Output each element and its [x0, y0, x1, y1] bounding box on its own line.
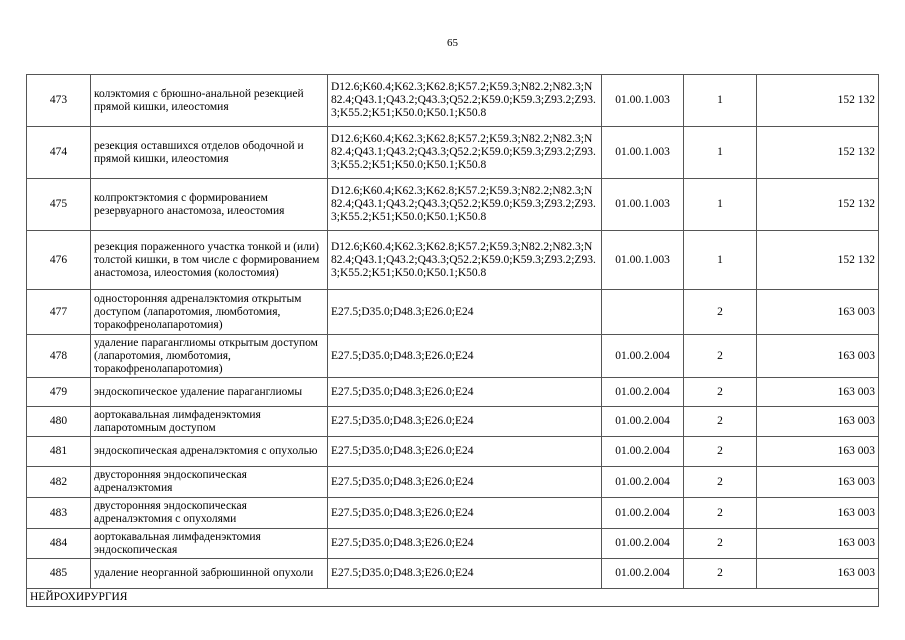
model-code: 01.00.1.003 — [602, 127, 684, 179]
procedure-name: колпроктэктомия с формированием резервуарного анастомоза, илеостомия — [91, 179, 328, 231]
table-row — [27, 290, 879, 335]
procedure-name: удаление параганглиомы открытым доступом (лапаротомия, люмботомия, торакофренолапаротомия) — [91, 335, 328, 378]
procedure-name: эндоскопическая адреналэктомия с опухолью — [91, 437, 328, 467]
table-row — [27, 378, 879, 407]
diagnosis-codes: E27.5;D35.0;D48.3;E26.0;E24 — [328, 529, 602, 559]
procedure-name: эндоскопическое удаление параганглиомы — [91, 378, 328, 407]
cost-value: 163 003 — [757, 529, 879, 559]
table-row — [27, 179, 879, 231]
section-row — [27, 589, 879, 607]
row-number: 477 — [27, 290, 91, 335]
table-row — [27, 231, 879, 290]
row-number: 481 — [27, 437, 91, 467]
diagnosis-codes: D12.6;K60.4;K62.3;K62.8;K57.2;K59.3;N82.2;N82.3;N82.4;Q43.1;Q43.2;Q43.3;Q52.2;K59.0;K59.3;Z93.2;Z93.3;K55.2;K51;K50.0;K50.1;K50.8 — [328, 179, 602, 231]
table-row — [27, 559, 879, 589]
procedure-name: двусторонняя эндоскопическая адреналэктомия с опухолями — [91, 498, 328, 529]
cost-value: 163 003 — [757, 437, 879, 467]
table-row — [27, 529, 879, 559]
table-row — [27, 335, 879, 378]
procedure-name: резекция оставшихся отделов ободочной и прямой кишки, илеостомия — [91, 127, 328, 179]
diagnosis-codes: E27.5;D35.0;D48.3;E26.0;E24 — [328, 467, 602, 498]
section-title: НЕЙРОХИРУРГИЯ — [27, 589, 879, 607]
group-number: 2 — [684, 467, 757, 498]
cost-value: 152 132 — [757, 127, 879, 179]
procedure-name: односторонняя адреналэктомия открытым доступом (лапаротомия, люмботомия, торакофренолапаротомия) — [91, 290, 328, 335]
model-code — [602, 290, 684, 335]
row-number: 485 — [27, 559, 91, 589]
diagnosis-codes: D12.6;K60.4;K62.3;K62.8;K57.2;K59.3;N82.2;N82.3;N82.4;Q43.1;Q43.2;Q43.3;Q52.2;K59.0;K59.3;Z93.2;Z93.3;K55.2;K51;K50.0;K50.1;K50.8 — [328, 127, 602, 179]
page-number: 65 — [447, 37, 458, 49]
model-code: 01.00.2.004 — [602, 467, 684, 498]
model-code: 01.00.1.003 — [602, 179, 684, 231]
row-number: 479 — [27, 378, 91, 407]
row-number: 475 — [27, 179, 91, 231]
cost-value: 163 003 — [757, 559, 879, 589]
group-number: 1 — [684, 75, 757, 127]
row-number: 473 — [27, 75, 91, 127]
group-number: 1 — [684, 127, 757, 179]
diagnosis-codes: D12.6;K60.4;K62.3;K62.8;K57.2;K59.3;N82.2;N82.3;N82.4;Q43.1;Q43.2;Q43.3;Q52.2;K59.0;K59.3;Z93.2;Z93.3;K55.2;K51;K50.0;K50.1;K50.8 — [328, 75, 602, 127]
row-number: 482 — [27, 467, 91, 498]
row-number: 474 — [27, 127, 91, 179]
group-number: 2 — [684, 437, 757, 467]
diagnosis-codes: E27.5;D35.0;D48.3;E26.0;E24 — [328, 437, 602, 467]
cost-value: 163 003 — [757, 335, 879, 378]
table-row — [27, 437, 879, 467]
group-number: 2 — [684, 559, 757, 589]
procedure-name: двусторонняя эндоскопическая адреналэктомия — [91, 467, 328, 498]
cost-value: 152 132 — [757, 179, 879, 231]
group-number: 2 — [684, 335, 757, 378]
procedure-name: аортокавальная лимфаденэктомия эндоскопическая — [91, 529, 328, 559]
model-code: 01.00.2.004 — [602, 407, 684, 437]
row-number: 480 — [27, 407, 91, 437]
table-row — [27, 498, 879, 529]
group-number: 2 — [684, 407, 757, 437]
table-row — [27, 467, 879, 498]
group-number: 2 — [684, 290, 757, 335]
procedures-table — [26, 74, 879, 607]
diagnosis-codes: D12.6;K60.4;K62.3;K62.8;K57.2;K59.3;N82.2;N82.3;N82.4;Q43.1;Q43.2;Q43.3;Q52.2;K59.0;K59.3;Z93.2;Z93.3;K55.2;K51;K50.0;K50.1;K50.8 — [328, 231, 602, 290]
row-number: 478 — [27, 335, 91, 378]
diagnosis-codes: E27.5;D35.0;D48.3;E26.0;E24 — [328, 290, 602, 335]
cost-value: 163 003 — [757, 467, 879, 498]
cost-value: 163 003 — [757, 378, 879, 407]
diagnosis-codes: E27.5;D35.0;D48.3;E26.0;E24 — [328, 378, 602, 407]
cost-value: 163 003 — [757, 498, 879, 529]
procedure-name: резекция пораженного участка тонкой и (или) толстой кишки, в том числе с формированием анастомоза, илеостомия (колостомия) — [91, 231, 328, 290]
row-number: 484 — [27, 529, 91, 559]
cost-value: 163 003 — [757, 407, 879, 437]
model-code: 01.00.2.004 — [602, 498, 684, 529]
group-number: 1 — [684, 179, 757, 231]
group-number: 1 — [684, 231, 757, 290]
procedure-name: удаление неорганной забрюшинной опухоли — [91, 559, 328, 589]
row-number: 483 — [27, 498, 91, 529]
group-number: 2 — [684, 529, 757, 559]
diagnosis-codes: E27.5;D35.0;D48.3;E26.0;E24 — [328, 559, 602, 589]
model-code: 01.00.2.004 — [602, 559, 684, 589]
cost-value: 152 132 — [757, 75, 879, 127]
cost-value: 152 132 — [757, 231, 879, 290]
model-code: 01.00.1.003 — [602, 75, 684, 127]
table-row — [27, 127, 879, 179]
table-row — [27, 407, 879, 437]
model-code: 01.00.2.004 — [602, 437, 684, 467]
group-number: 2 — [684, 498, 757, 529]
row-number: 476 — [27, 231, 91, 290]
procedure-name: колэктомия с брюшно-анальной резекцией прямой кишки, илеостомия — [91, 75, 328, 127]
cost-value: 163 003 — [757, 290, 879, 335]
model-code: 01.00.1.003 — [602, 231, 684, 290]
table-row — [27, 75, 879, 127]
diagnosis-codes: E27.5;D35.0;D48.3;E26.0;E24 — [328, 407, 602, 437]
procedure-name: аортокавальная лимфаденэктомия лапаротомным доступом — [91, 407, 328, 437]
model-code: 01.00.2.004 — [602, 378, 684, 407]
model-code: 01.00.2.004 — [602, 529, 684, 559]
diagnosis-codes: E27.5;D35.0;D48.3;E26.0;E24 — [328, 498, 602, 529]
group-number: 2 — [684, 378, 757, 407]
diagnosis-codes: E27.5;D35.0;D48.3;E26.0;E24 — [328, 335, 602, 378]
model-code: 01.00.2.004 — [602, 335, 684, 378]
